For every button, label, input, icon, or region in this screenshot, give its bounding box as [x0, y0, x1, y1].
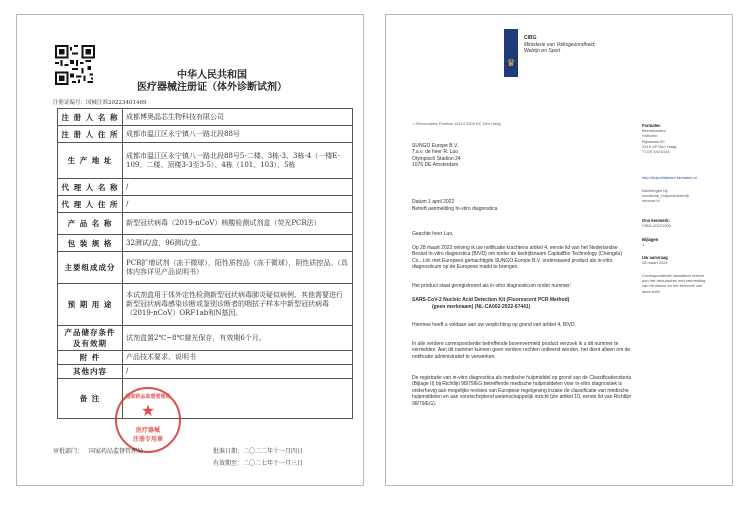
side-bijlagen [642, 237, 658, 247]
paragraph-3: Hiermee heeft u voldaan aan uw verplichting op grond van artikel 4, BIVD. [412, 322, 576, 328]
table-row [58, 235, 353, 252]
paragraph-2: Het product staat geregistreerd als in-vitro diagnosticum onder nummer: [412, 283, 572, 289]
table-row [58, 351, 353, 365]
recipient-block [412, 143, 632, 169]
side-ons-kenmerk-value: CIBG-20221000 [642, 223, 671, 229]
side-bijlagen-value: 1 [642, 242, 645, 248]
seal-text-1: 医疗器械 [135, 427, 160, 434]
crest-icon: ♛ [506, 58, 516, 69]
approval-date: 批准日期：二〇二二年十一月四日 [213, 448, 304, 455]
table-row [58, 213, 353, 235]
side-uw-aanvraag-title: Uw aanvraag [642, 255, 668, 260]
star-icon: ★ [140, 401, 156, 420]
side-line: T 070 340 6161 [642, 149, 670, 155]
side-uw-aanvraag [642, 255, 668, 265]
approval-department-value: 国家药品监督管理局 [89, 448, 144, 455]
side-line: Rijnstraat 50 [642, 138, 665, 144]
qr-code-icon [55, 45, 95, 85]
side-note: Correspondentie uitsluitend richten aan het retouradres met vermelding van de datum en het kenmerk van deze brief. [642, 273, 706, 294]
certificate-table [57, 108, 353, 419]
row-label: 主要组成成分 [58, 252, 123, 284]
side-line: Inlichtingen bij [642, 188, 668, 193]
table-row [58, 252, 353, 284]
ministry-line1: CIBG [524, 35, 537, 41]
valid-until: 有效期至：二〇二七年十一月三日 [213, 460, 304, 467]
table-row [58, 126, 353, 143]
table-row [58, 109, 353, 126]
side-line: medische_hulpmiddelen@ [642, 193, 690, 199]
row-value: 成都市温江区永宁镇八一路北段88号5-二楼、3栋-3、3栋-4（一楼E-109、二楼、顶楼3-3至3-5）、4栋（101、103）、5栋 [123, 143, 353, 179]
row-label: 代 理 人 住 所 [58, 196, 123, 213]
table-row [58, 365, 353, 379]
seal-top-text: 国家药品监督管理局 [125, 394, 171, 400]
row-value: 32测试/盒，96测试/盒。 [123, 235, 353, 252]
table-row [58, 379, 353, 419]
certificate-page [16, 14, 364, 486]
table-row [58, 326, 353, 351]
recipient-line: T.a.v. de heer R. Luo [412, 149, 459, 156]
row-label: 注 册 人 名 称 [58, 109, 123, 126]
row-label: 预 期 用 途 [58, 284, 123, 326]
side-line: Hoftoren [642, 133, 658, 139]
certificate-number: 注册证编号：国械注准20223401469 [53, 100, 147, 106]
product-line2: (geen merknaam) (NL-CA002-2022-67441) [432, 304, 531, 310]
row-value: 试剂盒置2℃~8℃避光保存，有效期6个月。 [123, 326, 353, 351]
return-address: > Retouradres Postbus 16114 2500 BC Den Haag [412, 121, 501, 126]
official-seal [115, 387, 181, 453]
salutation: Geachte heer Luo, [412, 231, 454, 237]
table-row [58, 196, 353, 213]
approval-department-label: 审批部门： [53, 448, 84, 455]
recipient-line: SUNGO Europe B.V. [412, 143, 459, 149]
table-row [58, 143, 353, 179]
recipient-line: 1076 DE Amsterdam [412, 162, 459, 169]
paragraph-1: Op 28 maart 2022 ontving ik uw notificatie krachtens artikel 4, eerste lid van het Nederlandse Besluit In-vitro diagnostica (BIVD) om onder de bedrijfsnaam CapitalBio Technology (Chengdu) Co., Ltd. met Europees gemachtigde SUNGO Europe B.V. onderstaand product als in-vitro diagnosticum op de Europese markt te brengen. [412, 245, 623, 271]
row-value: / [123, 179, 353, 196]
paragraph-4: In alle verdere correspondentie betreffende bovenvermeld product verzoek ik u dit nummer te vermelden. Aan dit nummer kunnen geen verdere rechten ontleend worden, het dient alleen om de notificatie administratief te verwerken. [412, 341, 631, 360]
date-line: Datum 1 april 2022 [412, 199, 455, 205]
row-value: 成都市温江区永宁镇八一路北段88号 [123, 126, 353, 143]
row-value: 成都博奥晶芯生物科技有限公司 [123, 109, 353, 126]
side-line: 2515 XP Den Haag [642, 143, 677, 149]
side-farmatec-title: Farmatec [642, 123, 661, 128]
side-ons-kenmerk-title: Ons kenmerk: [642, 218, 670, 223]
row-label: 包 装 规 格 [58, 235, 123, 252]
row-label: 产品储存条件及有效期 [58, 326, 123, 351]
side-uw-aanvraag-value: 28 maart 2021 [642, 260, 668, 266]
side-line: Bezoekadres: [642, 128, 667, 134]
row-value: / [123, 365, 353, 379]
side-ons-kenmerk [642, 218, 671, 228]
recipient-line: Olympisch Stadion 24 [412, 155, 461, 162]
certificate-title-line2: 医疗器械注册证（体外诊断试剂） [137, 82, 287, 93]
side-line: minvws.nl [642, 198, 660, 204]
ministry-line3: Welzijn en Sport [524, 48, 561, 54]
row-value: 本试剂盒用于体外定性检测新型冠状病毒肺炎疑似病例、其他需要进行新型冠状病毒感染诊断或鉴别诊断者的咽拭子样本中新型冠状病毒（2019-nCoV）ORF1ab和N基因。 [123, 284, 353, 326]
subject-line: Betreft aanmelding In-vitro diagnostica [412, 206, 498, 212]
row-label: 其他内容 [58, 365, 123, 379]
ministry-line2: Ministerie van Volksgezondheid, [524, 41, 596, 48]
product-line1: SARS-CoV-2 Nucleic Acid Detection Kit (Fluorescent PCR Method) [412, 297, 570, 303]
side-url-link[interactable]: http://hulpmiddelen.farmatec.nl [642, 175, 697, 180]
certificate-title-line1: 中华人民共和国 [177, 70, 247, 81]
paragraph-5: De registratie van in-vitro diagnostica als medische hulpmiddel op grond van de Classificatiecriteria (Bijlage II) bij Richtlijn 98/79/EG betreffende medische hulpmiddelen voor in-vitro diagnostiek is onderhevig aan mogelijke revisies van Europese regelgeving inzake de classificatie van medische hulpmiddelen en aan voortschrijdend wetenschappelijk inzicht (zie artikel 10, eerste lid van Richtlijn 98/79/EG). [412, 375, 632, 407]
row-label: 附 件 [58, 351, 123, 365]
row-label: 产 品 名 称 [58, 213, 123, 235]
seal-text-2: 注册专用章 [132, 436, 163, 443]
row-value: 新型冠状病毒（2019-nCoV）核酸检测试剂盒（荧光PCR法） [123, 213, 353, 235]
table-row [58, 284, 353, 326]
ministry-name [524, 35, 596, 55]
side-bijlagen-title: Bijlagen [642, 237, 659, 242]
dutch-letter-page [385, 14, 733, 486]
row-value: 产品技术要求、说明书 [123, 351, 353, 365]
row-value: PCR扩增试剂（冻干微球），阳性质控品（冻干微球），阴性质控品。（具体内容详见产品说明书） [123, 252, 353, 284]
row-value: / [123, 196, 353, 213]
side-farmatec [642, 123, 676, 154]
row-label: 生 产 地 址 [58, 143, 123, 179]
side-contact [642, 188, 689, 204]
row-label: 注 册 人 住 所 [58, 126, 123, 143]
row-label: 代 理 人 名 称 [58, 179, 123, 196]
table-row [58, 179, 353, 196]
row-label: 备 注 [58, 379, 123, 419]
